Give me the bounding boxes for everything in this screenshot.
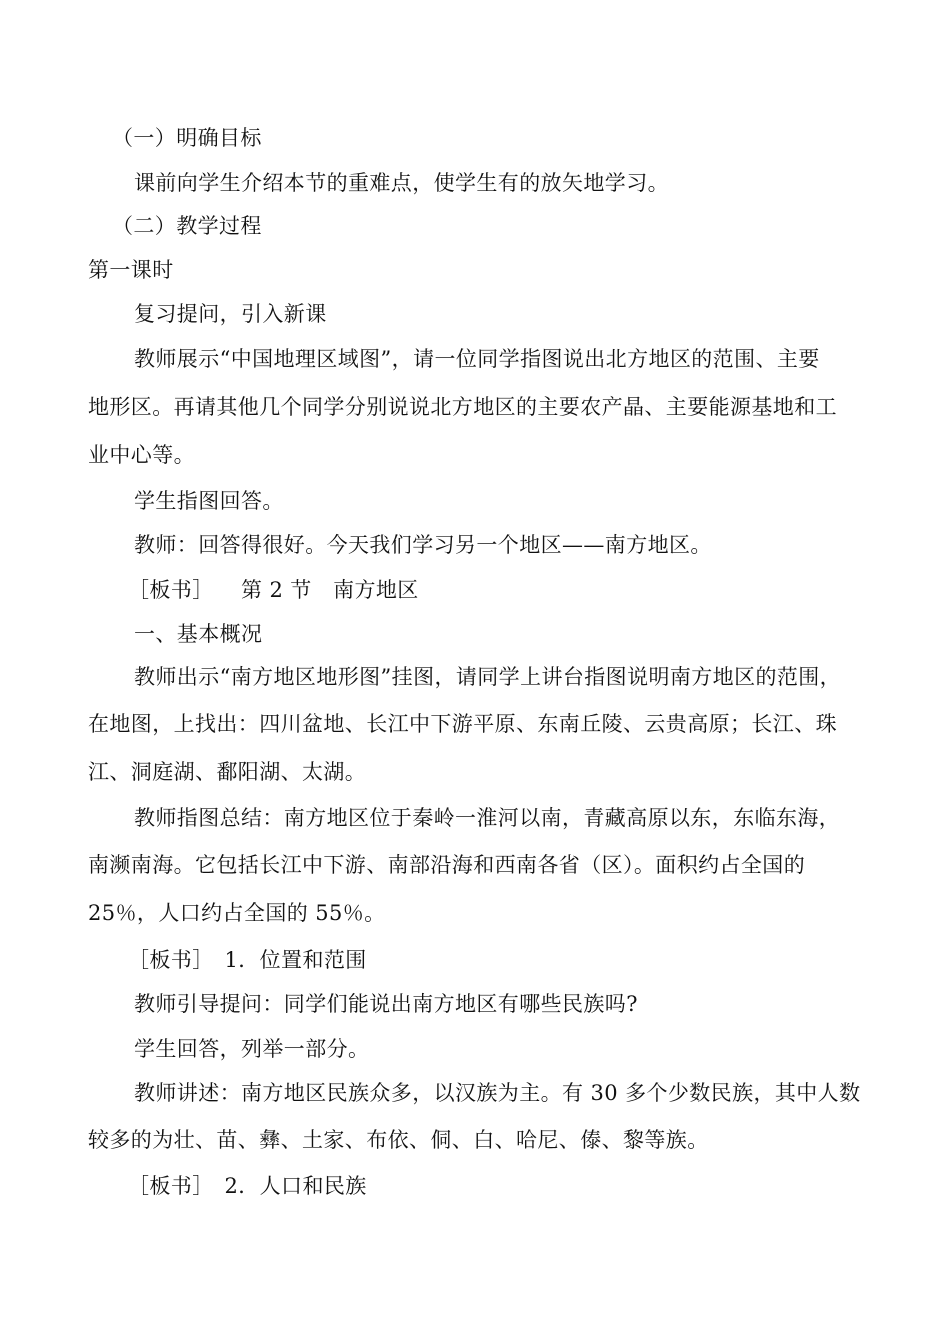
section-heading-process: （二）教学过程 bbox=[112, 214, 262, 238]
paragraph-line: 教师指图总结：南方地区位于秦岭一淮河以南，青藏高原以东，东临东海， bbox=[134, 806, 841, 830]
paragraph-line: 复习提问，引入新课 bbox=[134, 302, 327, 326]
paragraph-line: 教师：回答得很好。今天我们学习另一个地区——南方地区。 bbox=[134, 533, 712, 557]
lesson-heading: 第一课时 bbox=[88, 258, 174, 282]
paragraph-line: 南濒南海。它包括长江中下游、南部沿海和西南各省（区）。面积约占全国的 bbox=[88, 853, 806, 877]
paragraph-line: 江、洞庭湖、鄱阳湖、太湖。 bbox=[88, 760, 367, 784]
paragraph-line: 较多的为壮、苗、彝、土家、布依、侗、白、哈尼、傣、黎等族。 bbox=[88, 1128, 709, 1152]
paragraph-line: 教师讲述：南方地区民族众多，以汉族为主。有 30 多个少数民族，其中人数 bbox=[134, 1081, 861, 1105]
paragraph-line: 学生指图回答。 bbox=[134, 489, 284, 513]
paragraph-line: 教师出示“南方地区地形图”挂图，请同学上讲台指图说明南方地区的范围， bbox=[134, 665, 842, 689]
paragraph-line: 教师展示“中国地理区域图”，请一位同学指图说出北方地区的范围、主要 bbox=[134, 347, 820, 371]
paragraph-line: 在地图，上找出：四川盆地、长江中下游平原、东南丘陵、云贵高原；长江、珠 bbox=[88, 712, 837, 736]
blackboard-note: ［板书］ 1．位置和范围 bbox=[128, 948, 367, 972]
paragraph-line: 教师引导提问：同学们能说出南方地区有哪些民族吗? bbox=[134, 992, 638, 1016]
paragraph-line: 学生回答，列举一部分。 bbox=[134, 1037, 370, 1061]
blackboard-note: ［板书］ 2．人口和民族 bbox=[128, 1174, 367, 1198]
paragraph-line: 25％，人口约占全国的 55％。 bbox=[88, 901, 386, 925]
section-heading-objectives: （一）明确目标 bbox=[112, 126, 262, 150]
paragraph-line: 地形区。再请其他几个同学分别说说北方地区的主要农产晶、主要能源基地和工 bbox=[88, 395, 837, 419]
blackboard-note: ［板书］ 第 2 节 南方地区 bbox=[128, 578, 419, 602]
section-heading-overview: 一、基本概况 bbox=[134, 622, 263, 646]
paragraph-line: 业中心等。 bbox=[88, 443, 195, 467]
paragraph-line: 课前向学生介绍本节的重难点，使学生有的放矢地学习。 bbox=[134, 171, 669, 195]
